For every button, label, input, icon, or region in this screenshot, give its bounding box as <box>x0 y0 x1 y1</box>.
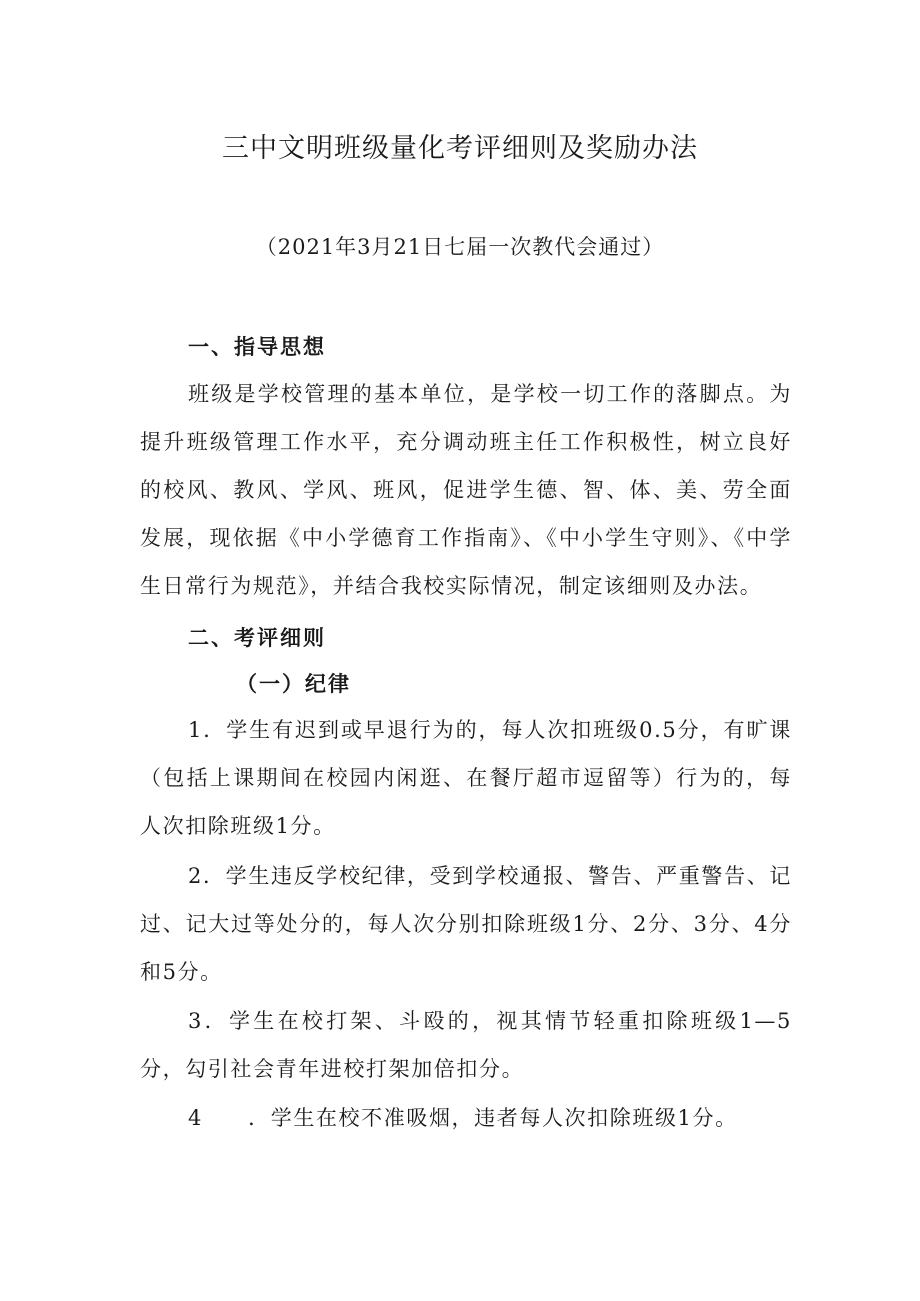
rule-item-1: 1．学生有迟到或早退行为的，每人次扣班级0.5分，有旷课（包括上课期间在校园内闲逛、在餐厅超市逗留等）行为的，每人次扣除班级1分。 <box>140 718 792 838</box>
rule-item-4: 4 ．学生在校不准吸烟，违者每人次扣除班级1分。 <box>188 1106 738 1130</box>
section-heading-guiding-ideology: 一、指导思想 <box>188 335 326 359</box>
guiding-ideology-paragraph: 班级是学校管理的基本单位，是学校一切工作的落脚点。为提升班级管理工作水平，充分调动班主任工作积极性，树立良好的校风、教风、学风、班风，促进学生德、智、体、美、劳全面发展，现依据《中小学德育工作指南》、《中小学生守则》、《中学生日常行为规范》，并结合我校实际情况，制定该细则及办法。 <box>140 382 792 598</box>
subsection-heading-discipline: （一）纪律 <box>236 672 351 696</box>
document-title: 三中文明班级量化考评细则及奖励办法 <box>222 133 698 164</box>
rule-item-3: 3．学生在校打架、斗殴的，视其情节轻重扣除班级1—5分，勾引社会青年进校打架加倍扣分。 <box>140 1009 792 1081</box>
document-subtitle: （2021年3月21日七届一次教代会通过） <box>255 235 665 259</box>
section-heading-evaluation-rules: 二、考评细则 <box>188 626 326 650</box>
rule-item-2: 2．学生违反学校纪律，受到学校通报、警告、严重警告、记过、记大过等处分的，每人次分别扣除班级1分、2分、3分、4分和5分。 <box>140 864 792 984</box>
